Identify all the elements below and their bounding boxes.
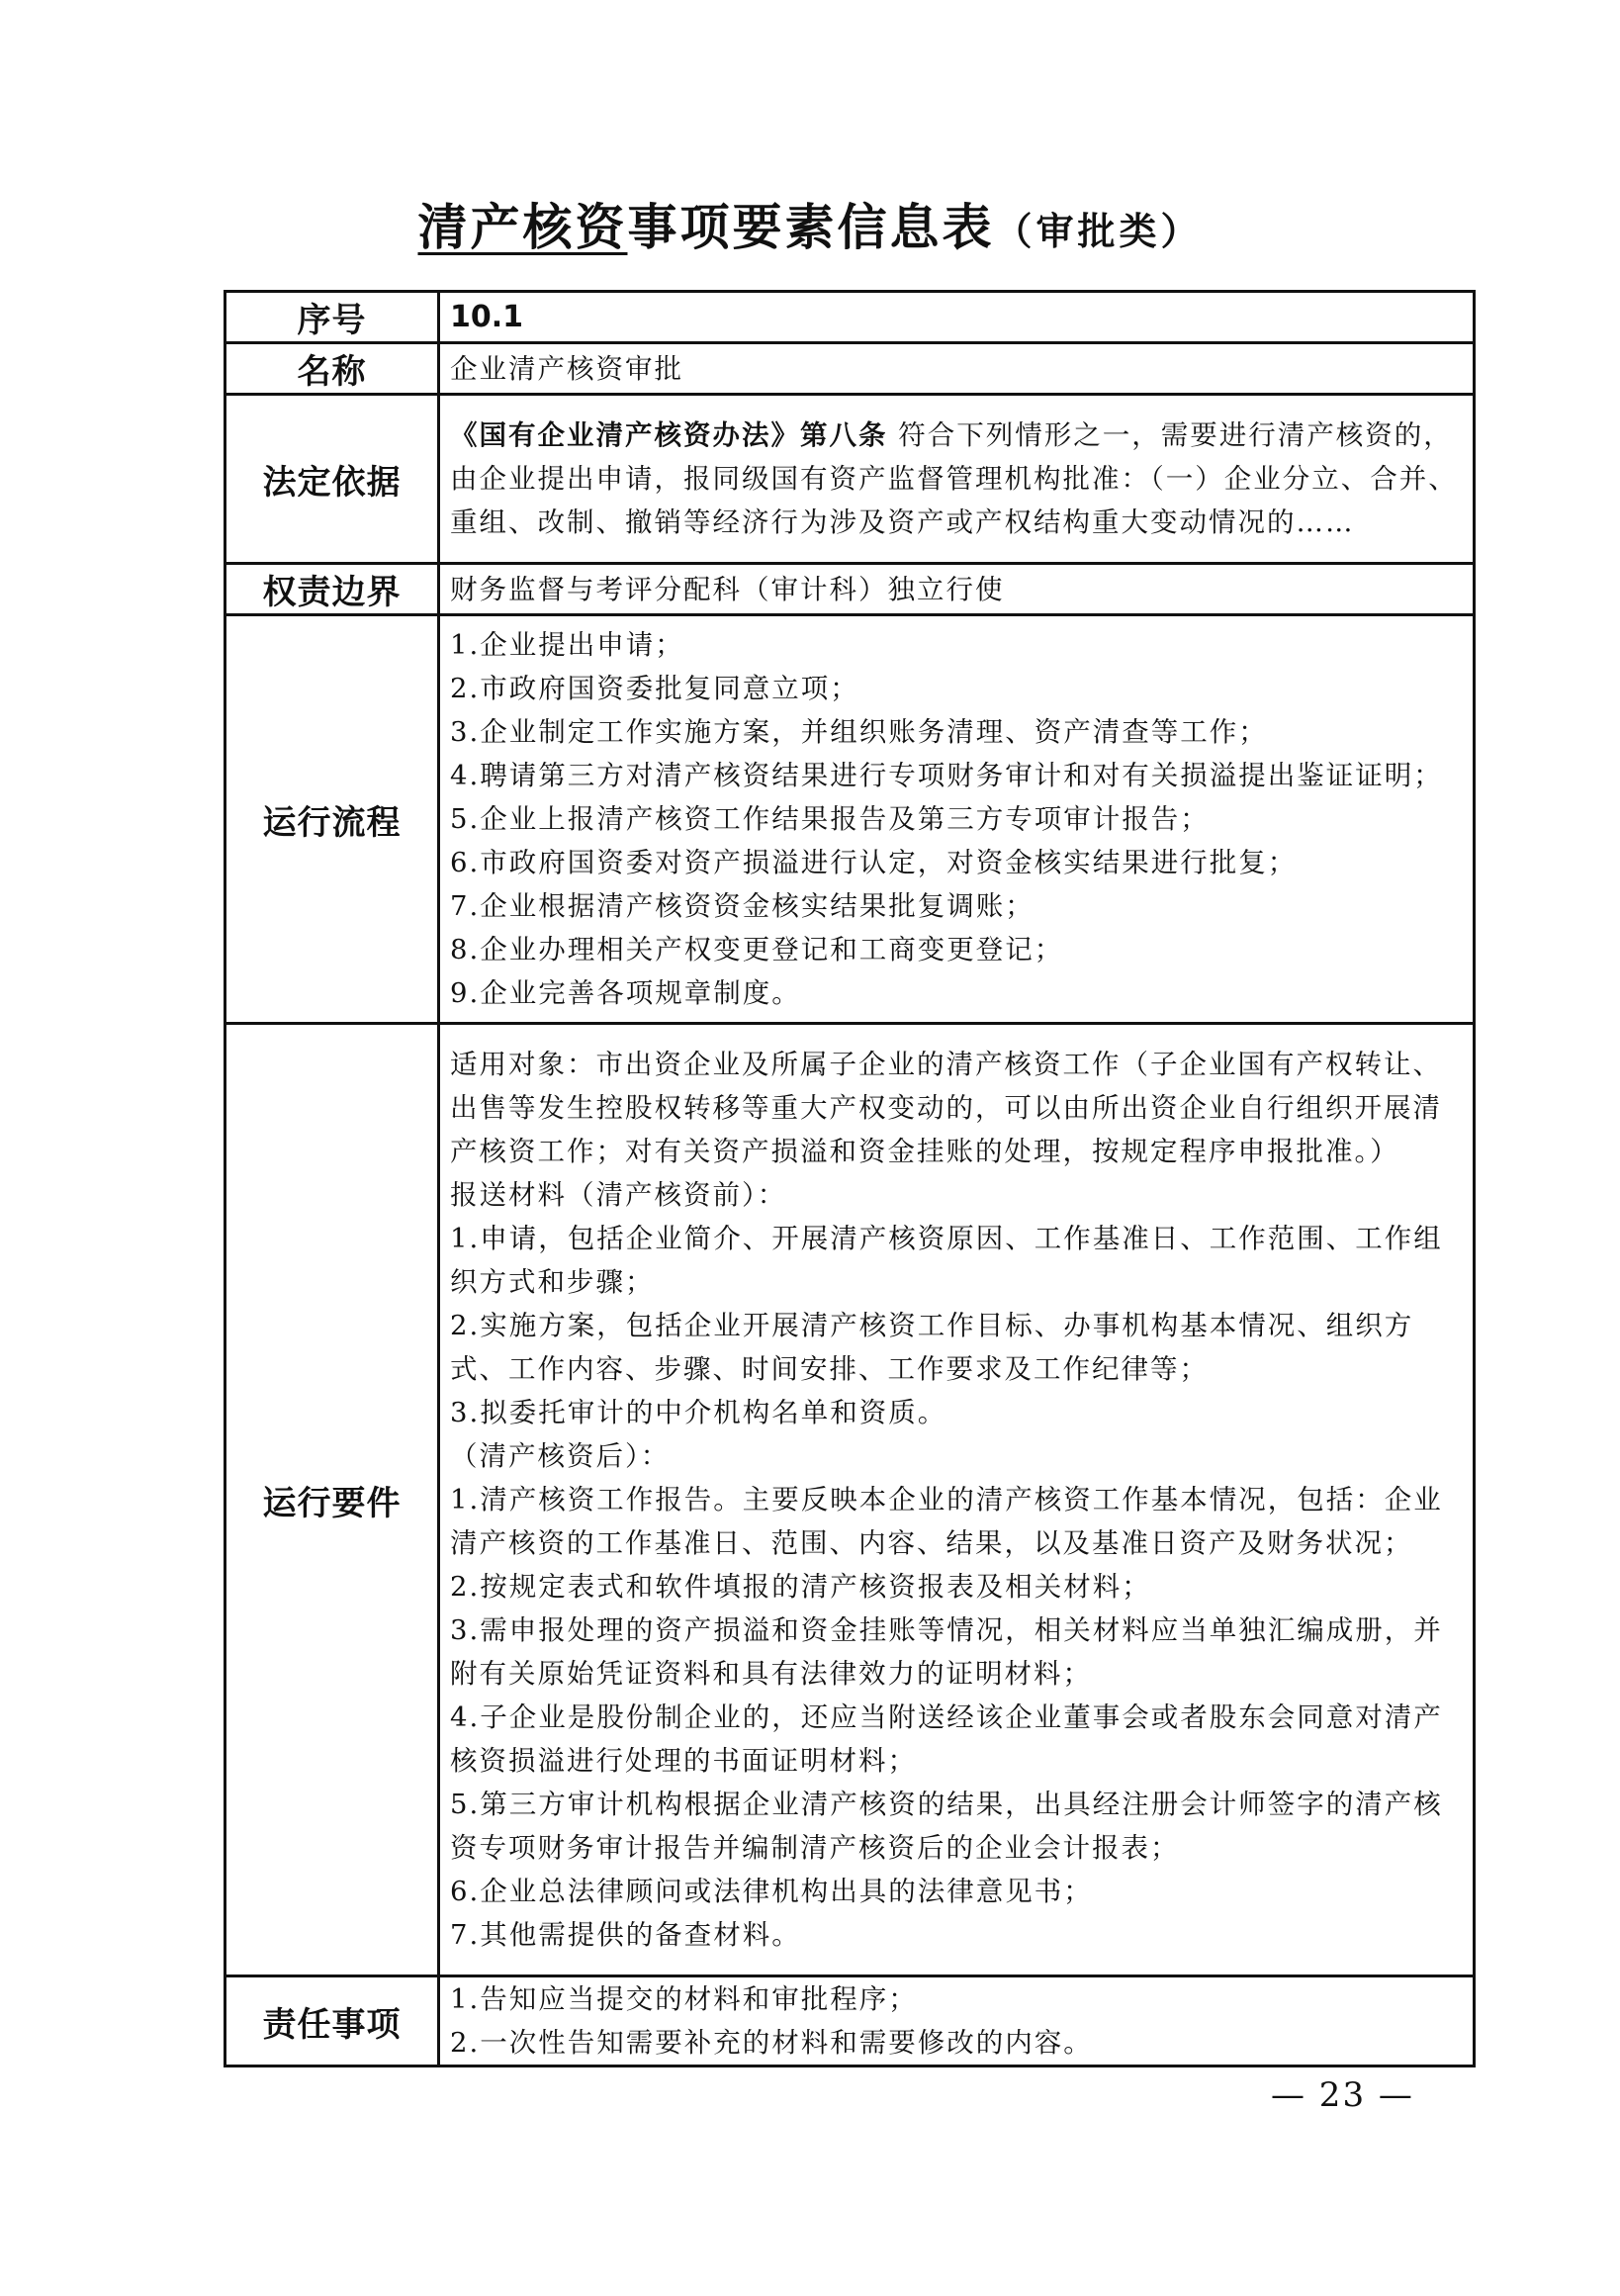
row-requirements — [225, 1024, 1475, 1976]
process-step: 9.企业完善各项规章制度。 — [450, 977, 801, 1009]
name-label: 名称 — [225, 343, 439, 395]
row-name — [225, 343, 1475, 395]
serial-value: 10.1 — [439, 292, 1475, 343]
element-info-table — [224, 290, 1476, 2067]
title-rest: 事项要素信息表 — [627, 199, 995, 256]
process-step: 5.企业上报清产核资工作结果报告及第三方专项审计报告； — [450, 803, 1210, 835]
page-title — [0, 188, 1620, 259]
row-process — [225, 615, 1475, 1024]
process-step: 1.企业提出申请； — [450, 629, 684, 661]
requirement-line: 7.其他需提供的备查材料。 — [450, 1919, 801, 1951]
requirements-lines — [439, 1024, 1475, 1976]
serial-label: 序号 — [225, 292, 439, 343]
row-serial — [225, 292, 1475, 343]
process-label: 运行流程 — [225, 615, 439, 1024]
process-steps — [439, 615, 1475, 1024]
process-step: 8.企业办理相关产权变更登记和工商变更登记； — [450, 934, 1064, 965]
requirements-label: 运行要件 — [225, 1024, 439, 1976]
requirement-line: 3.需申报处理的资产损溢和资金挂账等情况，相关材料应当单独汇编成册，并附有关原始凭证资料和具有法律效力的证明材料； — [450, 1614, 1443, 1690]
legal-basis-value — [439, 395, 1475, 564]
legal-text: 符合下列情形之一，需要进行清产核资的，由企业提出申请，报同级国有资产监督管理机构批准：（一）企业分立、合并、重组、改制、撤销等经济行为涉及资产或产权结构重大变动情况的…… — [450, 419, 1458, 538]
requirement-line: 1.清产核资工作报告。主要反映本企业的清产核资工作基本情况，包括：企业清产核资的工作基准日、范围、内容、结果，以及基准日资产及财务状况； — [450, 1484, 1443, 1559]
responsibility-label: 权责边界 — [225, 564, 439, 615]
process-step: 2.市政府国资委批复同意立项； — [450, 673, 859, 704]
page-number: — 23 — — [1271, 2075, 1414, 2115]
process-step: 7.企业根据清产核资资金核实结果批复调账； — [450, 890, 1035, 922]
duty-line: 2.一次性告知需要补充的材料和需要修改的内容。 — [450, 2027, 1093, 2059]
requirement-line: 3.拟委托审计的中介机构名单和资质。 — [450, 1397, 947, 1428]
requirement-line: 2.实施方案，包括企业开展清产核资工作目标、办事机构基本情况、组织方式、工作内容、步骤、时间安排、工作要求及工作纪律等； — [450, 1310, 1414, 1385]
process-step: 6.市政府国资委对资产损溢进行认定，对资金核实结果进行批复； — [450, 847, 1298, 878]
row-responsibility — [225, 564, 1475, 615]
duties-label: 责任事项 — [225, 1976, 439, 2066]
requirement-line: 4.子企业是股份制企业的，还应当附送经该企业董事会或者股东会同意对清产核资损溢进行处理的书面证明材料； — [450, 1701, 1443, 1777]
requirement-line: 报送材料（清产核资前）： — [450, 1179, 787, 1211]
title-category: （审批类） — [994, 210, 1203, 253]
process-step: 4.聘请第三方对清产核资结果进行专项财务审计和对有关损溢提出鉴证证明； — [450, 760, 1443, 791]
title-underlined-part: 清产核资 — [417, 199, 628, 256]
name-value: 企业清产核资审批 — [439, 343, 1475, 395]
legal-basis-label: 法定依据 — [225, 395, 439, 564]
process-step: 3.企业制定工作实施方案，并组织账务清理、资产清查等工作； — [450, 716, 1268, 748]
requirement-line: 6.企业总法律顾问或法律机构出具的法律意见书； — [450, 1876, 1093, 1907]
requirement-line: 1.申请，包括企业简介、开展清产核资原因、工作基准日、工作范围、工作组织方式和步骤； — [450, 1223, 1443, 1298]
requirement-line: 2.按规定表式和软件填报的清产核资报表及相关材料； — [450, 1571, 1151, 1603]
row-duties — [225, 1976, 1475, 2066]
duty-line: 1.告知应当提交的材料和审批程序； — [450, 1983, 918, 2015]
requirement-line: （清产核资后）： — [450, 1440, 671, 1472]
requirement-line: 5.第三方审计机构根据企业清产核资的结果，出具经注册会计师签字的清产核资专项财务审计报告并编制清产核资后的企业会计报表； — [450, 1789, 1443, 1864]
row-legal-basis — [225, 395, 1475, 564]
requirement-line: 适用对象：市出资企业及所属子企业的清产核资工作（子企业国有产权转让、出售等发生控股权转移等重大产权变动的，可以由所出资企业自行组织开展清产核资工作；对有关资产损溢和资金挂账的处理，按规定程序申报批准。） — [450, 1049, 1442, 1167]
responsibility-value: 财务监督与考评分配科（审计科）独立行使 — [439, 564, 1475, 615]
legal-source: 《国有企业清产核资办法》第八条 — [450, 419, 888, 451]
duties-lines — [439, 1976, 1475, 2066]
